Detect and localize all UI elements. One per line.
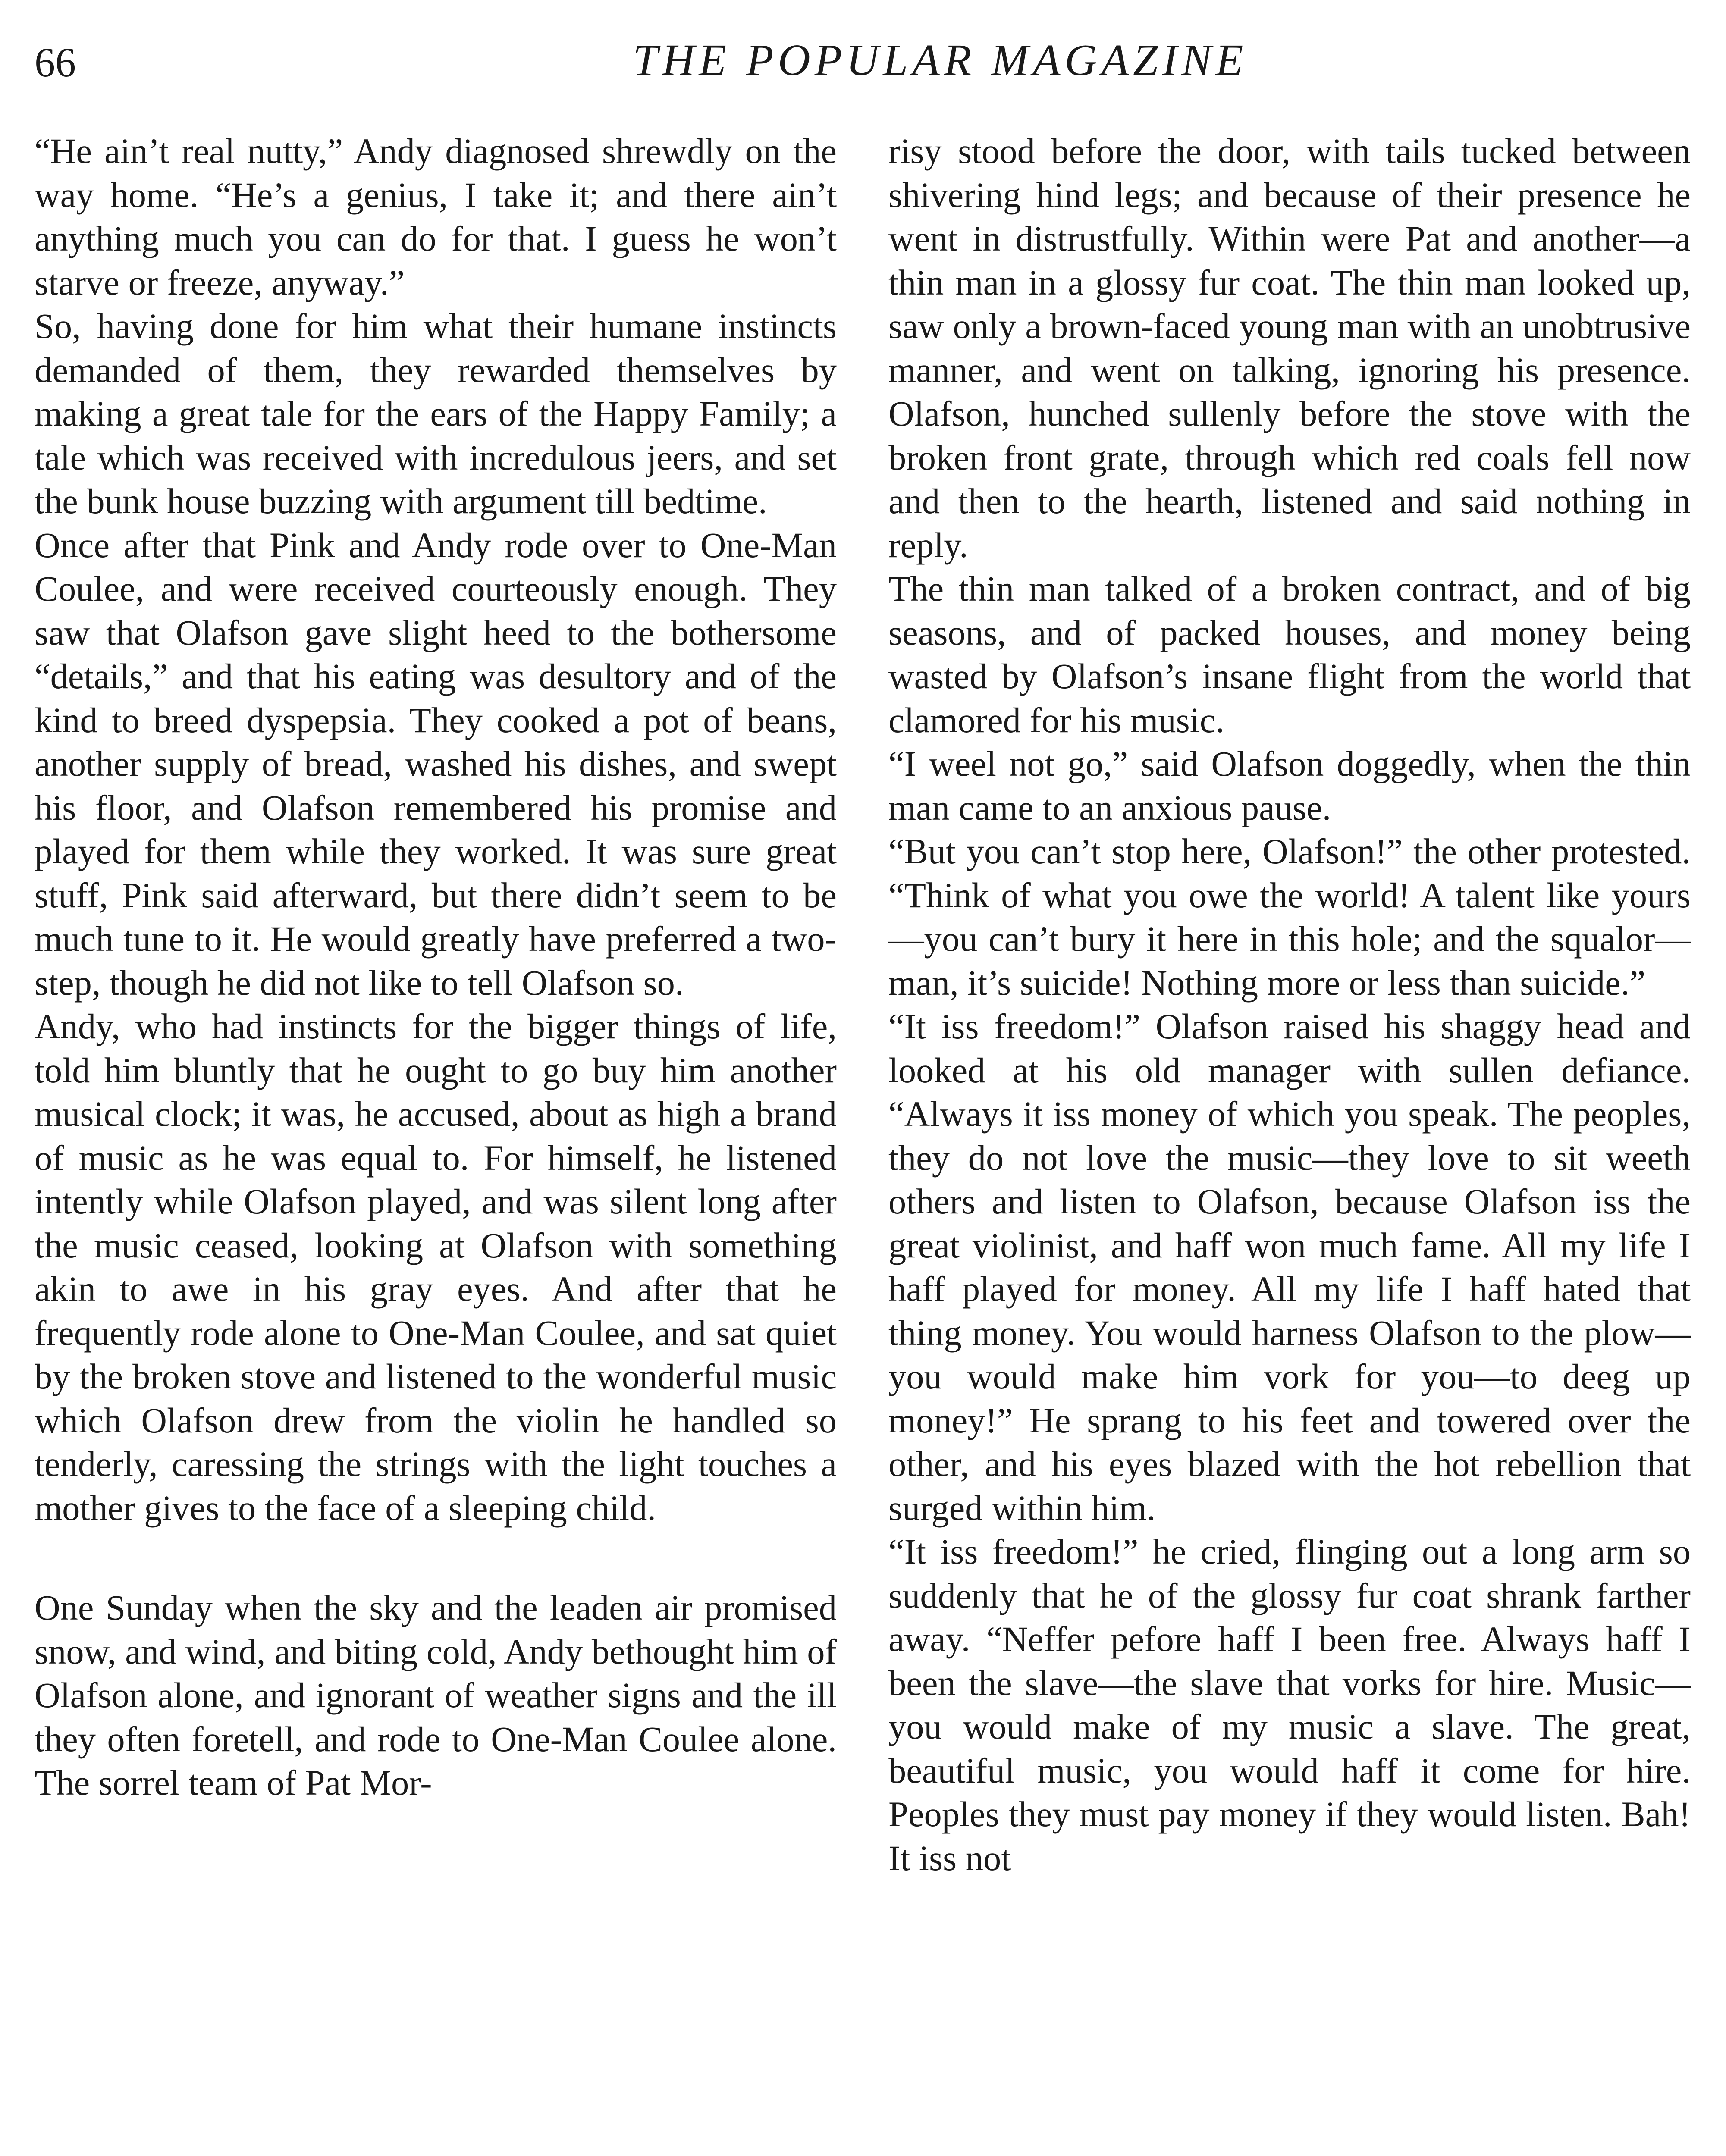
running-title: THE POPULAR MAGAZINE xyxy=(633,35,1248,85)
paragraph: “It iss freedom!” Olafson raised his shaggy head and looked at his old manager with sullen defiance. “Always it iss money of which you speak. The peoples, they do not love the music—they love to sit weeth others and listen to Olafson, because Olafson iss the great violinist, and haff won much fame. All my life I haff played for money. All my life I haff hated that thing money. You would harness Olafson to the plow—you would make him vork for you—to deeg up money!” He sprang to his feet and towered over the other, and his eyes blazed with the hot rebellion that surged within him. xyxy=(888,1006,1691,1528)
paragraph: So, having done for him what their humane instincts demanded of them, they rewarded themselves by making a great tale for the ears of the Happy Family; a tale which was received with incredulous jeers, and set the bunk house buzzing with argument till bedtime. xyxy=(35,306,837,521)
paragraph: The thin man talked of a broken contract, and of big seasons, and of packed houses, and money being wasted by Olafson’s insane flight from the world that clamored for his music. xyxy=(888,569,1691,740)
paragraph: risy stood before the door, with tails tucked between shivering hind legs; and because of their presence he went in distrustfully. Within were Pat and another—a thin man in a glossy fur coat. The thin man looked up, saw only a brown-faced young man with an unobtrusive manner, and went on talking, ignoring his presence. Olafson, hunched sullenly before the stove with the broken front grate, through which red coals fell now and then to the hearth, listened and said nothing in reply. xyxy=(888,131,1691,565)
paragraph: Once after that Pink and Andy rode over to One-Man Coulee, and were received courteously enough. They saw that Olafson gave slight heed to the bothersome “details,” and that his eating was desultory and of the kind to breed dyspepsia. They cooked a pot of beans, another supply of bread, washed his dishes, and swept his floor, and Olafson remembered his promise and played for them while they worked. It was sure great stuff, Pink said afterward, but there didn’t seem to be much tune to it. He would greatly have preferred a two-step, though he did not like to tell Olafson so. xyxy=(35,525,837,1003)
paragraph: Andy, who had instincts for the bigger things of life, told him bluntly that he ought to go buy him another musical clock; it was, he accused, about as high a brand of music as he was equal to. For himself, he listened intently while Olafson played, and was silent long after the music ceased, looking at Olafson with something akin to awe in his gray eyes. And after that he frequently rode alone to One-Man Coulee, and sat quiet by the broken stove and listened to the wonderful music which Olafson drew from the violin he handled so tenderly, caressing the strings with the light touches a mother gives to the face of a sleeping child. xyxy=(35,1006,837,1528)
paragraph: “But you can’t stop here, Olafson!” the other protested. “Think of what you owe the world! A talent like yours—you can’t bury it here in this hole; and the squalor—man, it’s suicide! Nothing more or less than suicide.” xyxy=(888,831,1691,1003)
paragraph: “I weel not go,” said Olafson doggedly, when the thin man came to an anxious pause. xyxy=(888,744,1691,827)
page-header xyxy=(35,30,1691,91)
page-number: 66 xyxy=(35,39,76,85)
paragraph: “He ain’t real nutty,” Andy diagnosed shrewdly on the way home. “He’s a genius, I take it; and there ain’t anything much you can do for that. I guess he won’t starve or freeze, anyway.” xyxy=(35,131,837,302)
paragraph: One Sunday when the sky and the leaden air promised snow, and wind, and biting cold, Andy bethought him of Olafson alone, and ignorant of weather signs and the ill they often foretell, and rode to One-Man Coulee alone. The sorrel team of Pat Mor- xyxy=(35,1588,837,1802)
right-column xyxy=(888,129,1691,1880)
paragraph: “It iss freedom!” he cried, flinging out a long arm so suddenly that he of the glossy fur coat shrank farther away. “Neffer pefore haff I been free. Always haff I been the slave—the slave that vorks for hire. Music—you would make of my music a slave. The great, beautiful music, you would haff it come for hire. Peoples they must pay money if they would listen. Bah! It iss not xyxy=(888,1532,1691,1878)
left-column xyxy=(35,129,837,1805)
